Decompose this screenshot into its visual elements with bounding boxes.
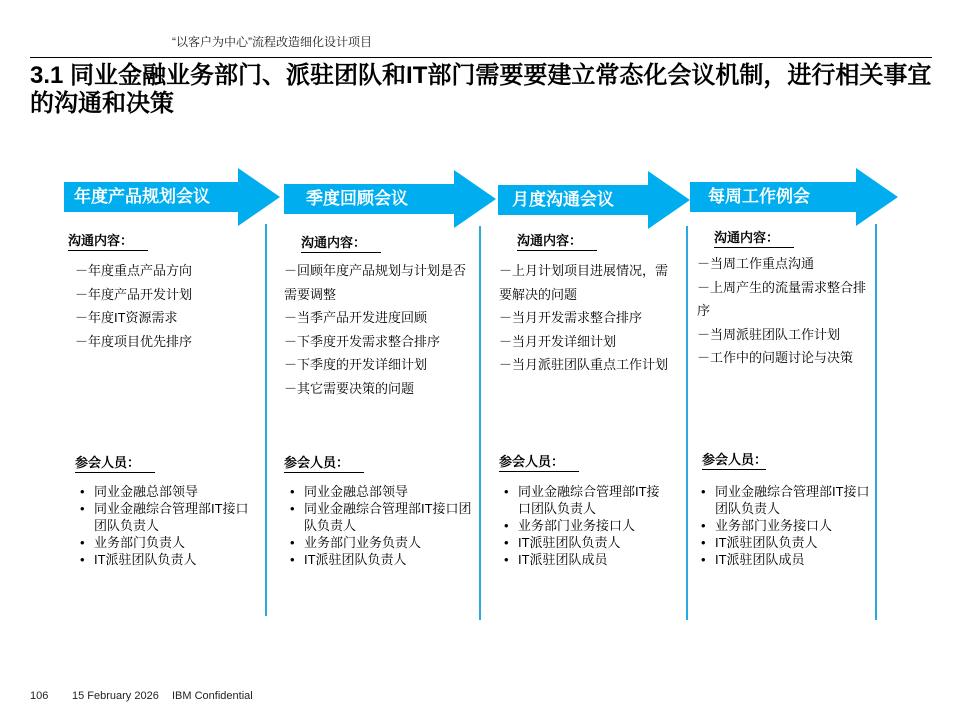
list-item: • IT派驻团队负责人 [500,534,672,551]
participants-header: 参会人员： [284,452,364,473]
topics-list [499,259,675,377]
list-item: • 同业金融综合管理部IT接口团队负责人 [286,500,472,534]
list-item: • 同业金融总部领导 [76,483,260,500]
list-item: －当月开发详细计划 [499,333,617,349]
topics-header: 沟通内容： [714,227,794,248]
column-divider [479,226,481,620]
list-item: • IT派驻团队成员 [697,551,873,568]
page-title: 3.1 同业金融业务部门、派驻团队和IT部门需要要建立常态化会议机制，进行相关事宜的沟通和决策 [30,62,932,117]
topics-list [697,252,873,370]
list-item: • IT派驻团队负责人 [286,551,472,568]
list-item: －下季度的开发详细计划 [284,357,428,372]
arrow-label: 年度产品规划会议 [74,187,210,206]
list-item: －当周派驻团队工作计划 [697,326,841,342]
arrow-label: 月度沟通会议 [512,190,614,209]
list-item: －下季度开发需求整合排序 [284,333,441,349]
list-item: • 同业金融综合管理部IT接口团队负责人 [76,500,260,534]
topics-header: 沟通内容： [517,230,597,251]
page-number: 106 [30,690,49,702]
list-item: • 业务部门业务负责人 [286,534,472,551]
topics-list [284,259,474,400]
arrow-quarterly-meeting [284,170,500,228]
list-item: • 同业金融总部领导 [286,483,472,500]
list-item: • 同业金融综合管理部IT接口团队负责人 [697,483,873,517]
list-item: • 业务部门业务接口人 [697,517,873,534]
list-item: －当周工作重点沟通 [697,256,815,271]
list-item: • 业务部门业务接口人 [500,517,672,534]
list-item: －其它需要决策的问题 [284,380,415,396]
list-item: －当月派驻团队重点工作计划 [499,357,669,372]
column-divider [686,226,688,620]
topics-header: 沟通内容： [301,232,381,253]
participants-header: 参会人员： [499,451,579,472]
topics-header: 沟通内容： [68,230,148,251]
title-rule [30,57,932,58]
list-item: －年度项目优先排序 [75,333,193,349]
list-item: －年度重点产品方向 [75,263,193,278]
list-item: －回顾年度产品规划与计划是否需要调整 [284,263,467,302]
arrow-annual-meeting [64,168,280,226]
list-item: • 业务部门负责人 [76,534,260,551]
list-item: • IT派驻团队负责人 [697,534,873,551]
confidential-label: IBM Confidential [172,690,253,702]
participants-list [286,483,472,568]
topics-list [75,259,260,353]
list-item: • 同业金融综合管理部IT接口团队负责人 [500,483,672,517]
footer-date: 15 February 2026 [72,690,159,702]
participants-list [500,483,672,568]
column-divider [875,224,877,620]
participants-list [697,483,873,568]
list-item: • IT派驻团队负责人 [76,551,260,568]
list-item: －工作中的问题讨论与决策 [697,350,854,365]
participants-header: 参会人员： [75,452,155,473]
arrow-label: 季度回顾会议 [306,189,408,208]
list-item: －当月开发需求整合排序 [499,310,643,325]
arrow-monthly-meeting [498,171,714,229]
participants-header: 参会人员： [702,449,766,470]
participants-list [76,483,260,568]
column-divider [265,224,267,616]
list-item: －年度产品开发计划 [75,286,193,302]
list-item: －上月计划项目进展情况，需要解决的问题 [499,263,669,302]
list-item: • IT派驻团队成员 [500,551,672,568]
list-item: －年度IT资源需求 [75,310,178,325]
list-item: －上周产生的流量需求整合排序 [697,279,867,318]
list-item: －当季产品开发进度回顾 [284,310,428,325]
project-subtitle: “以客户为中心”流程改造细化设计项目 [172,35,372,49]
arrow-weekly-meeting [690,168,906,226]
arrow-label: 每周工作例会 [708,187,810,206]
